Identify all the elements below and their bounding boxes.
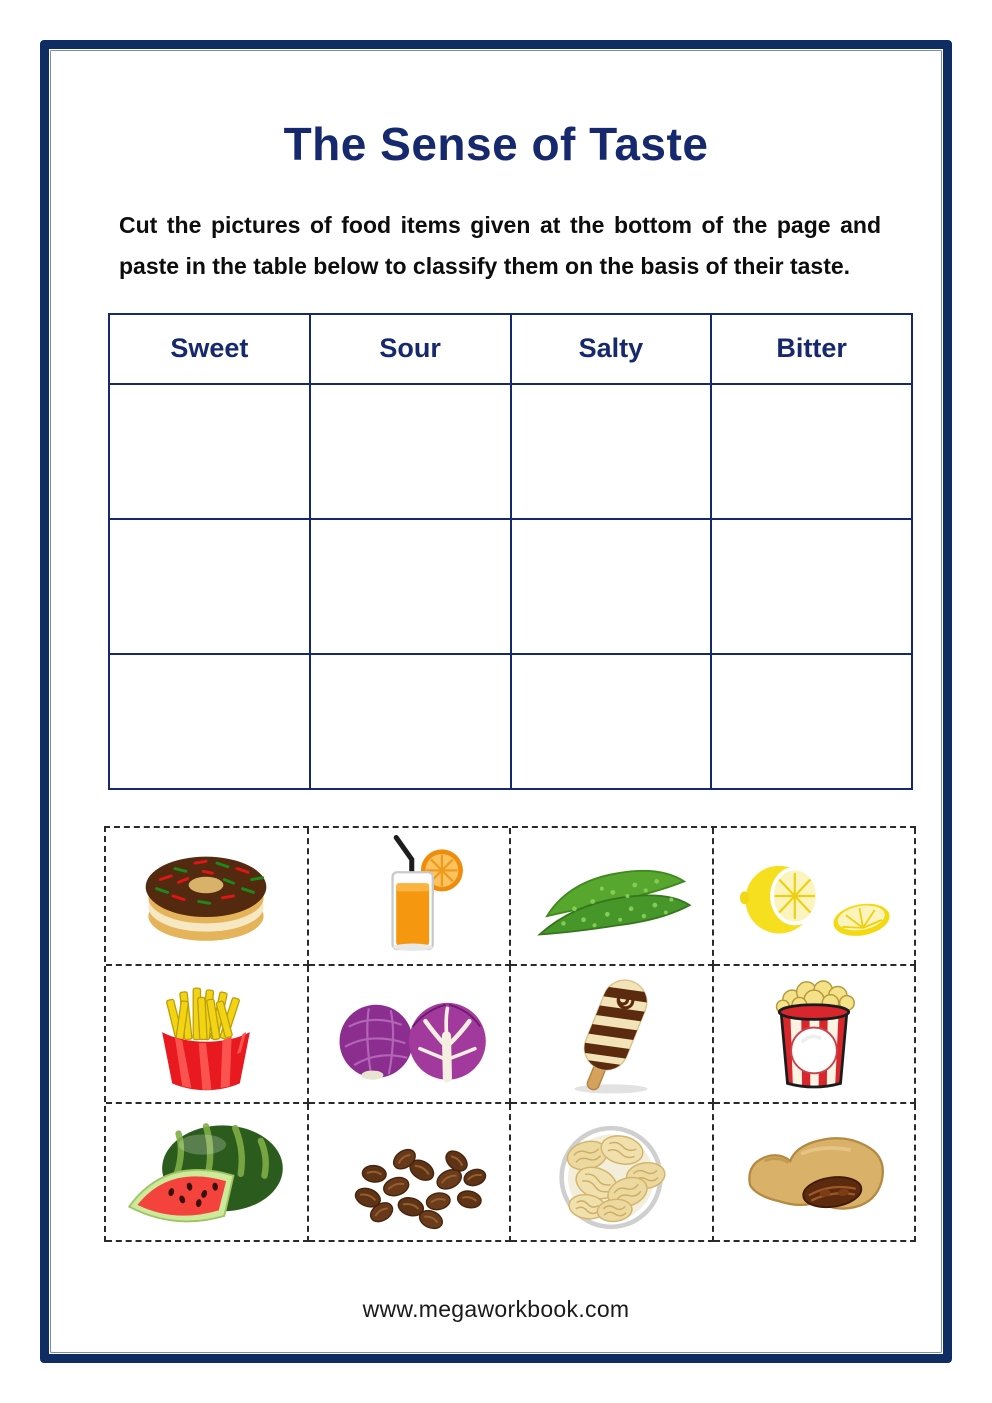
empty-cell	[109, 654, 310, 789]
food-pictures-grid	[104, 826, 916, 1242]
empty-cell	[310, 519, 511, 654]
food-cell-orange-juice	[309, 828, 512, 966]
taste-classification-table	[108, 313, 913, 790]
table-header-row	[109, 314, 912, 384]
food-cell-bitter-gourd	[511, 828, 714, 966]
coffee-beans-image	[316, 1108, 502, 1236]
french-fries-image	[113, 970, 299, 1098]
page-content	[49, 49, 943, 1354]
column-header-sour: Sour	[310, 314, 511, 384]
ice-cream-bar-image	[518, 970, 704, 1098]
table-row	[109, 519, 912, 654]
empty-cell	[711, 654, 912, 789]
empty-cell	[511, 654, 712, 789]
empty-cell	[711, 519, 912, 654]
donut-image	[113, 832, 299, 960]
orange-juice-image	[316, 832, 502, 960]
instructions-text: Cut the pictures of food items given at the bottom of the page and paste in the table below to classify them on the basis of their taste.	[119, 212, 881, 279]
food-cell-lemon	[714, 828, 917, 966]
empty-cell	[109, 519, 310, 654]
food-cell-purple-cabbage	[309, 966, 512, 1104]
table-row	[109, 384, 912, 519]
potato-chips-image	[518, 1108, 704, 1236]
food-cell-watermelon	[106, 1104, 309, 1242]
food-cell-tamarind	[714, 1104, 917, 1242]
page-title: The Sense of Taste	[283, 118, 709, 170]
food-cell-ice-cream-bar	[511, 966, 714, 1104]
popcorn-bucket-image	[721, 970, 907, 1098]
empty-cell	[511, 519, 712, 654]
empty-cell	[109, 384, 310, 519]
food-cell-donut	[106, 828, 309, 966]
column-header-bitter: Bitter	[711, 314, 912, 384]
food-cell-potato-chips	[511, 1104, 714, 1242]
purple-cabbage-image	[316, 970, 502, 1098]
empty-cell	[310, 384, 511, 519]
lemon-image	[721, 832, 907, 960]
bitter-gourd-image	[518, 832, 704, 960]
footer-url: www.megaworkbook.com	[362, 1295, 630, 1322]
food-cell-coffee-beans	[309, 1104, 512, 1242]
table-row	[109, 654, 912, 789]
column-header-salty: Salty	[511, 314, 712, 384]
watermelon-image	[113, 1108, 299, 1236]
column-header-sweet: Sweet	[109, 314, 310, 384]
empty-cell	[711, 384, 912, 519]
empty-cell	[511, 384, 712, 519]
food-cell-french-fries	[106, 966, 309, 1104]
tamarind-image	[721, 1108, 907, 1236]
empty-cell	[310, 654, 511, 789]
food-cell-popcorn	[714, 966, 917, 1104]
